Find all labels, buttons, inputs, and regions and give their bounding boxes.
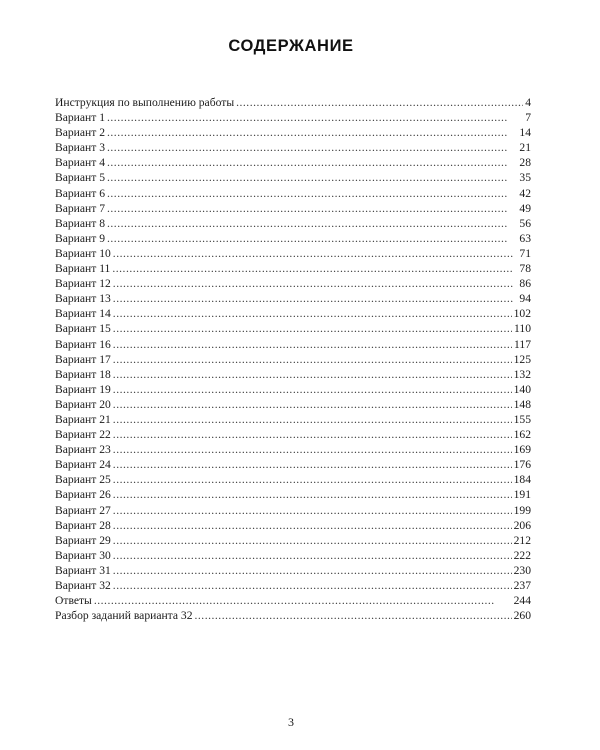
toc-leader-dots (112, 261, 517, 276)
toc-entry-label: Вариант 9 (55, 231, 105, 245)
toc-entry-label: Вариант 26 (55, 488, 111, 502)
toc-row[interactable] (55, 110, 531, 125)
toc-leader-dots (113, 306, 512, 321)
toc-entry-page: 199 (513, 503, 531, 517)
toc-entry-label: Вариант 6 (55, 186, 105, 200)
toc-leader-dots (113, 427, 512, 442)
toc-entry-page: 110 (514, 322, 531, 336)
toc-entry-page: 191 (513, 488, 531, 502)
toc-entry-label: Вариант 11 (55, 262, 111, 276)
toc-entry-page: 230 (513, 563, 531, 577)
toc-entry-page: 206 (513, 518, 531, 532)
toc-row[interactable] (55, 578, 531, 593)
toc-row[interactable] (55, 563, 531, 578)
toc-entry-label: Вариант 28 (55, 518, 111, 532)
toc-leader-dots (107, 125, 517, 140)
toc-entry-page: 63 (519, 231, 531, 245)
toc-row[interactable] (55, 593, 531, 608)
toc-row[interactable] (55, 608, 531, 623)
toc-entry-label: Вариант 21 (55, 412, 111, 426)
toc-leader-dots (107, 140, 517, 155)
toc-row[interactable] (55, 442, 531, 457)
toc-entry-label: Вариант 7 (55, 201, 105, 215)
toc-entry-page: 140 (513, 382, 531, 396)
toc-row[interactable] (55, 231, 531, 246)
toc-leader-dots (113, 578, 512, 593)
toc-entry-page: 125 (513, 352, 531, 366)
toc-entry-label: Вариант 2 (55, 126, 105, 140)
toc-row[interactable] (55, 125, 531, 140)
toc-leader-dots (113, 457, 512, 472)
toc-leader-dots (113, 533, 512, 548)
toc-entry-page: 176 (513, 458, 531, 472)
toc-entry-page: 71 (519, 246, 531, 260)
toc-leader-dots (113, 276, 518, 291)
toc-leader-dots (107, 186, 517, 201)
toc-entry-label: Вариант 1 (55, 111, 105, 125)
toc-leader-dots (113, 548, 512, 563)
toc-entry-page: 237 (513, 579, 531, 592)
toc-entry-page: 42 (519, 186, 531, 200)
toc-entry-label: Вариант 3 (55, 141, 105, 155)
toc-entry-page: 244 (513, 594, 531, 608)
toc-entry-page: 212 (513, 533, 531, 547)
toc-row[interactable] (55, 487, 531, 502)
toc-entry-label: Вариант 14 (55, 307, 111, 321)
toc-entry-page: 4 (525, 96, 531, 109)
toc-row[interactable] (55, 548, 531, 563)
toc-row[interactable] (55, 352, 531, 367)
page-number: 3 (288, 715, 294, 729)
toc-row[interactable] (55, 427, 531, 442)
toc-entry-label: Вариант 32 (55, 579, 111, 592)
toc-entry-label: Вариант 15 (55, 322, 111, 336)
toc-leader-dots (113, 503, 512, 518)
toc-leader-dots (113, 412, 512, 427)
toc-leader-dots (113, 367, 512, 382)
toc-entry-page: 162 (513, 428, 531, 442)
toc-entry-page: 222 (513, 548, 531, 562)
toc-entry-page: 7 (525, 111, 531, 125)
toc-entry-page: 86 (519, 277, 531, 291)
toc-entry-page: 148 (513, 397, 531, 411)
toc-entry-page: 28 (519, 156, 531, 170)
toc-row[interactable] (55, 472, 531, 487)
toc-entry-label: Вариант 12 (55, 277, 111, 291)
toc-leader-dots (113, 442, 512, 457)
toc-entry-label: Вариант 25 (55, 473, 111, 487)
toc-entry-label: Вариант 22 (55, 428, 111, 442)
toc-leader-dots (107, 170, 517, 185)
toc-leader-dots (107, 231, 517, 246)
toc-leader-dots (113, 518, 512, 533)
toc-row[interactable] (55, 261, 531, 276)
toc-leader-dots (113, 487, 512, 502)
toc-row[interactable] (55, 321, 531, 336)
toc-leader-dots (113, 472, 512, 487)
toc-entry-page: 132 (513, 367, 531, 381)
toc-row[interactable] (55, 95, 531, 110)
toc-row[interactable] (55, 216, 531, 231)
toc-entry-label: Разбор заданий варианта 32 (55, 609, 193, 623)
toc-row[interactable] (55, 412, 531, 427)
toc-leader-dots (113, 352, 512, 367)
toc-leader-dots (107, 110, 523, 125)
toc-entry-label: Ответы (55, 594, 92, 608)
toc-entry-page: 94 (519, 292, 531, 306)
toc-row[interactable] (55, 382, 531, 397)
toc-row[interactable] (55, 397, 531, 412)
toc-entry-page: 56 (519, 216, 531, 230)
toc-entry-page: 184 (513, 473, 531, 487)
toc-entry-label: Вариант 4 (55, 156, 105, 170)
toc-entry-page: 78 (519, 262, 531, 276)
toc-row[interactable] (55, 291, 531, 306)
toc-entry-label: Вариант 13 (55, 292, 111, 306)
toc-row[interactable] (55, 533, 531, 548)
toc-leader-dots (94, 593, 512, 608)
toc-row[interactable] (55, 140, 531, 155)
toc-row[interactable] (55, 337, 531, 352)
toc-leader-dots (113, 382, 512, 397)
page-title: СОДЕРЖАНИЕ (228, 37, 354, 55)
toc-entry-label: Вариант 17 (55, 352, 111, 366)
toc-entry-page: 155 (513, 412, 531, 426)
toc-entry-label: Вариант 8 (55, 216, 105, 230)
toc-entry-page: 49 (519, 201, 531, 215)
toc-leader-dots (113, 397, 512, 412)
toc-entry-label: Вариант 24 (55, 458, 111, 472)
toc-entry-label: Вариант 10 (55, 246, 111, 260)
toc-leader-dots (195, 608, 512, 623)
toc-row[interactable] (55, 201, 531, 216)
toc-leader-dots (113, 291, 518, 306)
toc-entry-page: 14 (519, 126, 531, 140)
toc-row[interactable] (55, 246, 531, 261)
toc-row[interactable] (55, 503, 531, 518)
toc-entry-label: Вариант 5 (55, 171, 105, 185)
toc-entry-label: Вариант 16 (55, 337, 111, 351)
toc-row[interactable] (55, 306, 531, 321)
toc-entry-label: Вариант 29 (55, 533, 111, 547)
toc-entry-label: Инструкция по выполнению работы (55, 96, 235, 109)
toc-leader-dots (107, 201, 517, 216)
toc-entry-label: Вариант 23 (55, 443, 111, 457)
toc-entry-page: 102 (513, 307, 531, 321)
toc-leader-dots (113, 321, 512, 336)
toc-entry-label: Вариант 18 (55, 367, 111, 381)
toc-leader-dots (113, 563, 512, 578)
toc-row[interactable] (55, 518, 531, 533)
toc-leader-dots (107, 155, 517, 170)
toc-row[interactable] (55, 457, 531, 472)
toc-row[interactable] (55, 367, 531, 382)
toc-entry-page: 117 (514, 337, 531, 351)
toc-entry-label: Вариант 30 (55, 548, 111, 562)
toc-leader-dots (236, 95, 523, 110)
toc-leader-dots (113, 246, 518, 261)
toc-leader-dots (113, 337, 512, 352)
toc-row[interactable] (55, 155, 531, 170)
toc-entry-label: Вариант 27 (55, 503, 111, 517)
table-of-contents (55, 95, 531, 623)
toc-entry-page: 169 (513, 443, 531, 457)
toc-row[interactable] (55, 186, 531, 201)
toc-entry-page: 260 (513, 609, 531, 623)
toc-entry-label: Вариант 31 (55, 563, 111, 577)
toc-row[interactable] (55, 276, 531, 291)
toc-entry-page: 21 (519, 141, 531, 155)
toc-row[interactable] (55, 170, 531, 185)
toc-leader-dots (107, 216, 517, 231)
toc-entry-label: Вариант 20 (55, 397, 111, 411)
toc-entry-page: 35 (519, 171, 531, 185)
toc-entry-label: Вариант 19 (55, 382, 111, 396)
